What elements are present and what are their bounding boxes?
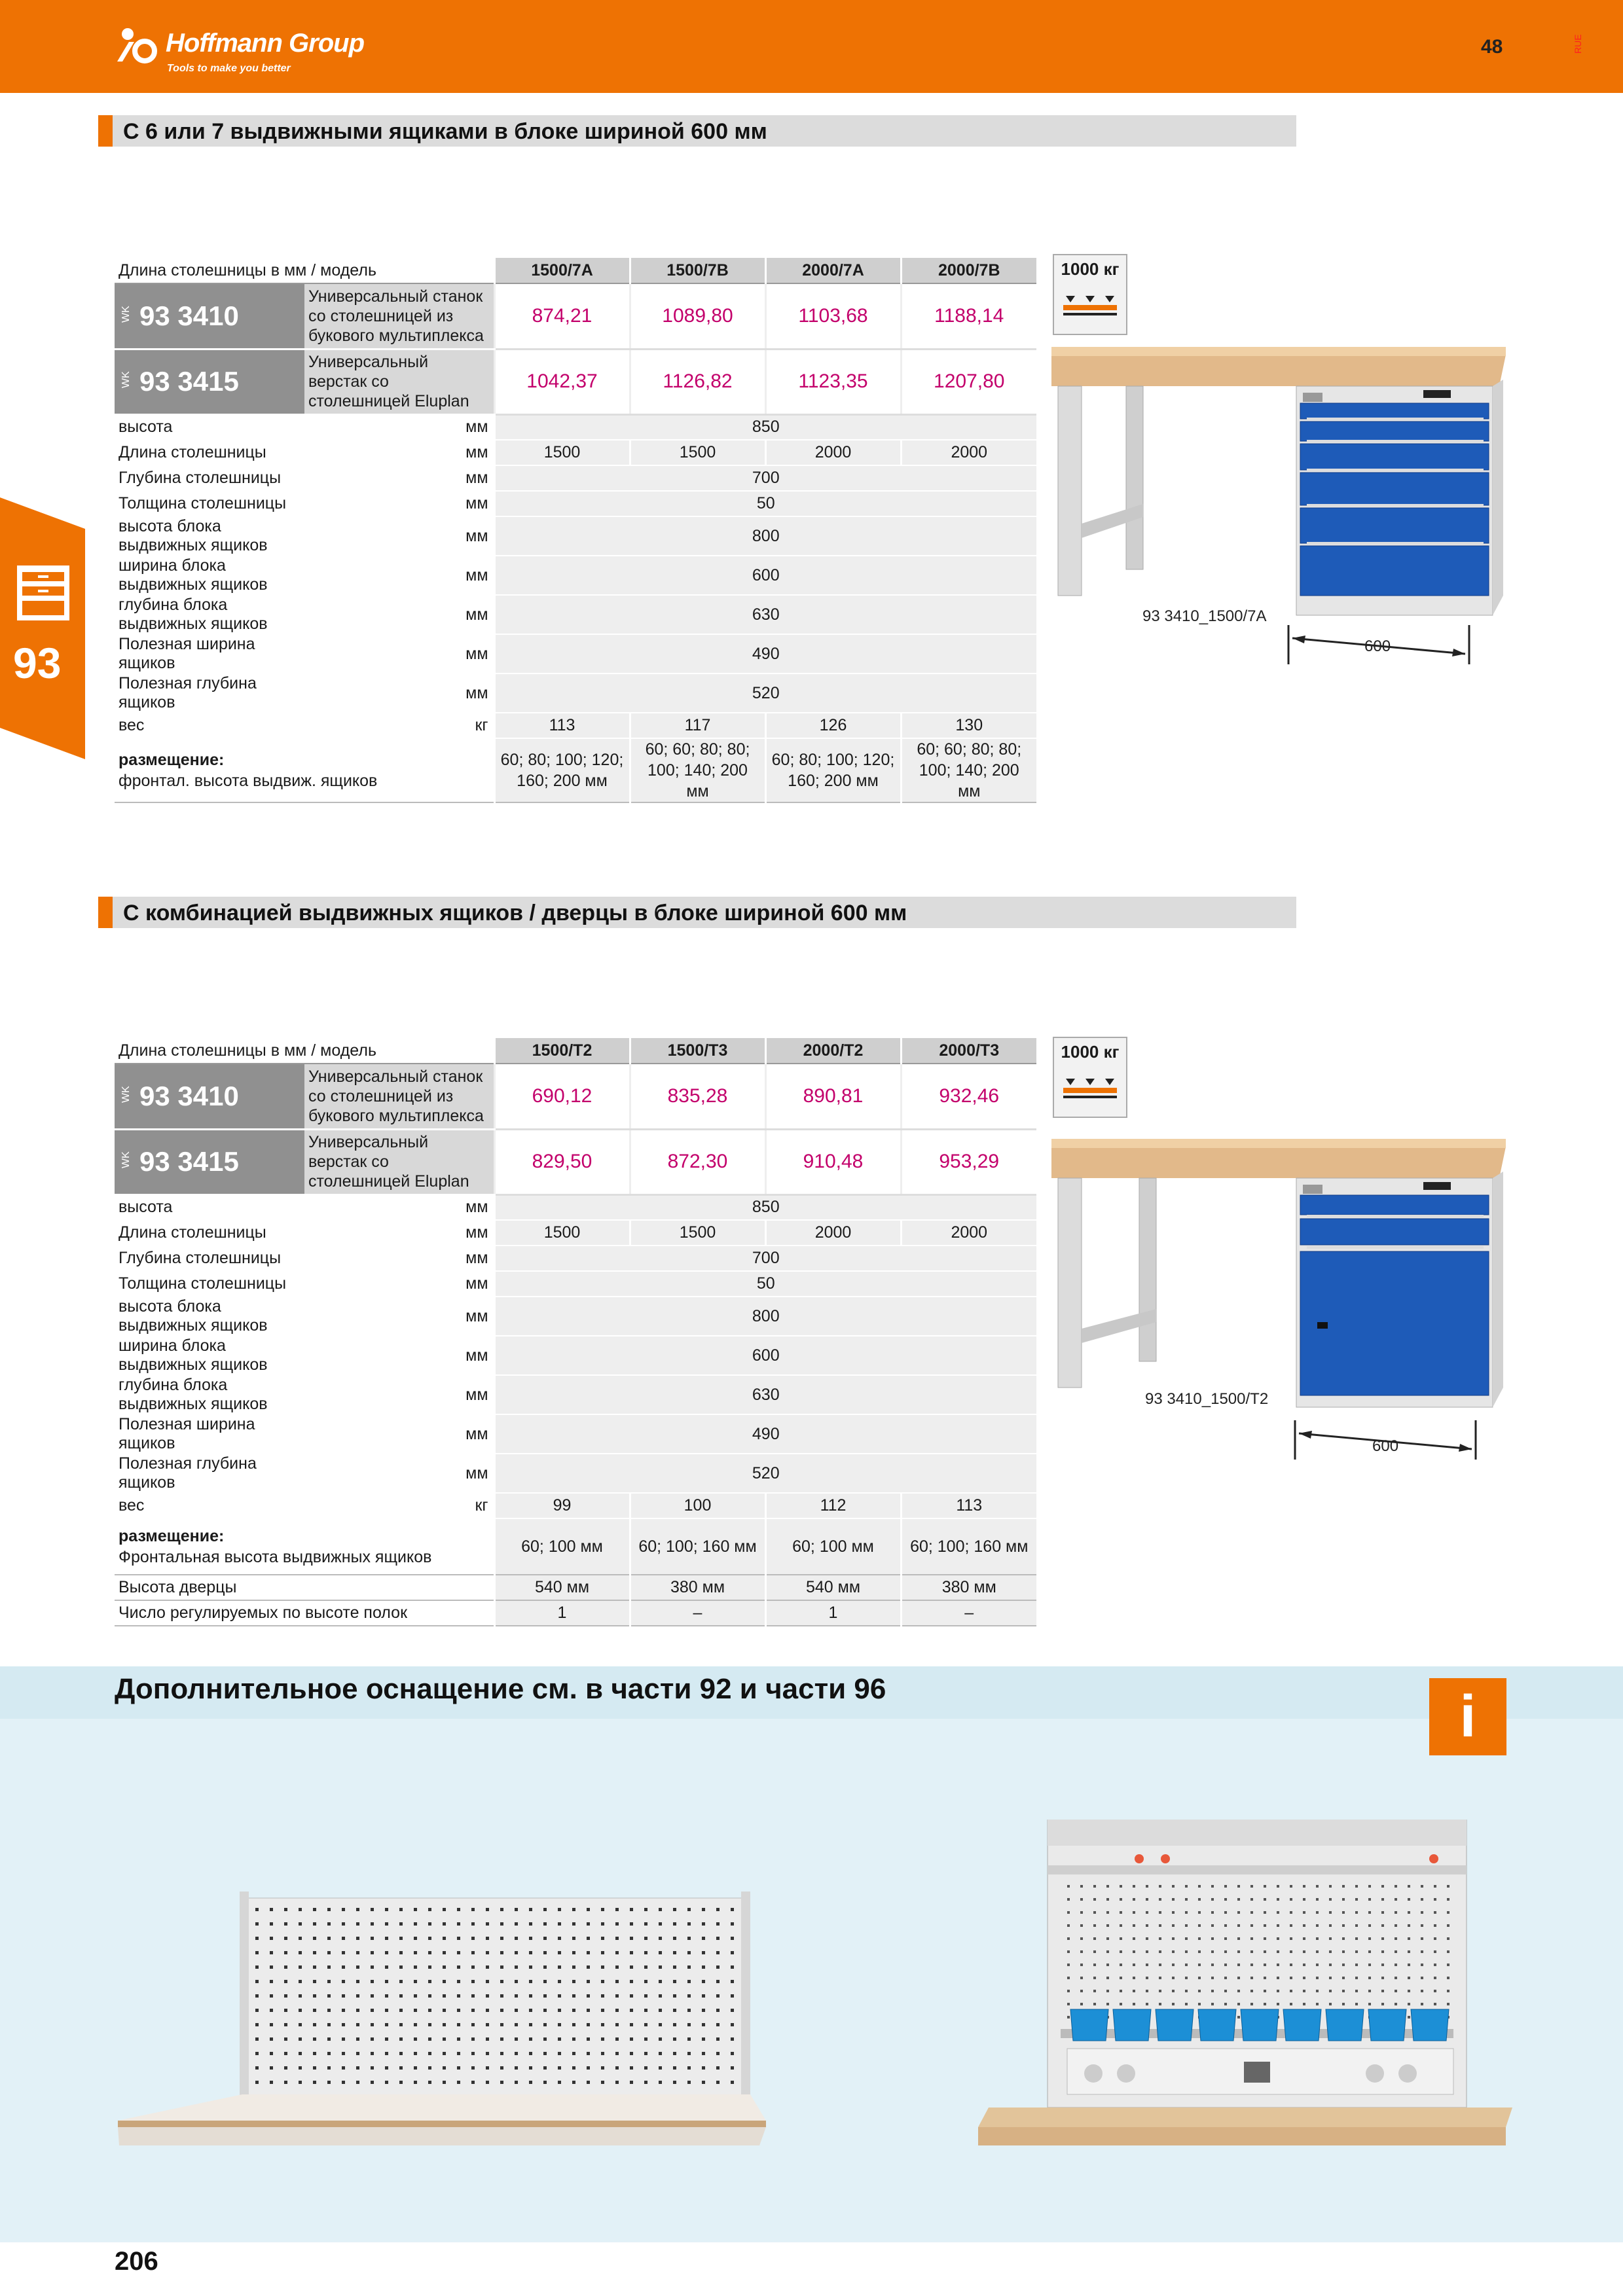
spec-value: 380 мм [901, 1575, 1036, 1600]
workstation-panel-image [976, 1820, 1519, 2160]
section-heading-2 [98, 897, 1296, 928]
spec-table-1 [115, 258, 1036, 803]
accessories-title: Дополнительное оснащение см. в части 92 и части 96 [115, 1673, 886, 1705]
image-caption: 93 3410_1500/T2 [1145, 1390, 1269, 1408]
layout-value: 60; 100 мм [494, 1518, 630, 1575]
spec-unit: мм [304, 1194, 494, 1220]
spec-unit: мм [304, 516, 494, 556]
spec-row [115, 1336, 1036, 1375]
spec-label: вес [115, 713, 304, 738]
brand-logo [115, 18, 390, 77]
article-number: 93 3410 [139, 1080, 239, 1111]
table-head-label: Длина столешницы в мм / модель [115, 1038, 494, 1064]
spec-row [115, 713, 1036, 738]
spec-unit: мм [304, 440, 494, 465]
spec-label: высота [115, 414, 304, 440]
table-head-label: Длина столешницы в мм / модель [115, 258, 494, 283]
price-cell: 932,46 [901, 1064, 1036, 1129]
spec-value: 50 [494, 491, 1036, 516]
chapter-number: 93 [13, 639, 62, 687]
wk-label: WK [120, 371, 132, 388]
spec-value: 540 мм [494, 1575, 630, 1600]
spec-row [115, 465, 1036, 491]
article-code-cell [115, 349, 304, 414]
spec-unit: мм [304, 491, 494, 516]
product-description: Универсальный верстак со столешницей Eluplan [304, 349, 494, 414]
product-description: Универсальный станок со столешницей из букового мультиплекса [304, 283, 494, 349]
spec-value: 2000 [901, 440, 1036, 465]
product-row [115, 349, 1036, 414]
spec-row [115, 1220, 1036, 1246]
spec-unit: мм [304, 1220, 494, 1246]
spec-row [115, 673, 1036, 713]
spec-unit: мм [304, 1271, 494, 1297]
wk-label: WK [120, 1085, 132, 1103]
model-column-header: 1500/7B [630, 258, 765, 283]
layout-value: 60; 60; 80; 80; 100; 140; 200 мм [901, 738, 1036, 802]
spec-value: 117 [630, 713, 765, 738]
price-cell: 1126,82 [630, 349, 765, 414]
load-capacity-text: 1000 кг [1061, 1042, 1120, 1062]
price-cell: 1207,80 [901, 349, 1036, 414]
model-column-header: 1500/7A [494, 258, 630, 283]
spec-value: 1500 [630, 440, 765, 465]
spec-table-2 [115, 1038, 1036, 1626]
product-description: Универсальный станок со столешницей из букового мультиплекса [304, 1064, 494, 1129]
model-column-header: 2000/7B [901, 258, 1036, 283]
spec-label: Длина столешницы [115, 1220, 304, 1246]
spec-value: 126 [765, 713, 901, 738]
brand-name: Hoffmann Group [166, 29, 365, 58]
spec-row [115, 414, 1036, 440]
spec-value: 1500 [494, 1220, 630, 1246]
article-number: 93 3415 [139, 366, 239, 397]
wk-label: WK [120, 305, 132, 323]
chapter-tab [0, 497, 85, 759]
spec-label: высота блока выдвижных ящиков [115, 1297, 304, 1336]
layout-value: 60; 60; 80; 80; 100; 140; 200 мм [630, 738, 765, 802]
spec-unit: мм [304, 1454, 494, 1493]
spec-value: 99 [494, 1493, 630, 1518]
spec-value: 100 [630, 1493, 765, 1518]
spec-value: 850 [494, 414, 1036, 440]
spec-value: 2000 [765, 440, 901, 465]
perforated-panel-image [111, 1878, 766, 2153]
spec-label: Глубина столешницы [115, 465, 304, 491]
spec-value: 2000 [765, 1220, 901, 1246]
spec-label: Длина столешницы [115, 440, 304, 465]
layout-label [115, 738, 494, 802]
spec-value: 490 [494, 1414, 1036, 1454]
spec-label: Полезная ширина ящиков [115, 634, 304, 673]
spec-value: 520 [494, 673, 1036, 713]
layout-value: 60; 80; 100; 120; 160; 200 мм [494, 738, 630, 802]
spec-value: 600 [494, 1336, 1036, 1375]
spec-row [115, 440, 1036, 465]
spec-unit: кг [304, 713, 494, 738]
layout-label-text: Фронтальная высота выдвижных ящиков [119, 1548, 432, 1566]
layout-label-title: размещение: [119, 751, 225, 769]
spec-row [115, 595, 1036, 634]
spec-row [115, 1297, 1036, 1336]
spec-value: 1 [765, 1600, 901, 1626]
price-cell: 1042,37 [494, 349, 630, 414]
catalog-page-number: 48 [1481, 36, 1503, 58]
price-cell: 890,81 [765, 1064, 901, 1129]
model-column-header: 1500/T3 [630, 1038, 765, 1064]
layout-value: 60; 100; 160 мм [901, 1518, 1036, 1575]
load-capacity-text: 1000 кг [1061, 259, 1120, 279]
layout-row [115, 738, 1036, 802]
price-cell: 829,50 [494, 1129, 630, 1194]
section-title: С 6 или 7 выдвижными ящиками в блоке шириной 600 мм [123, 119, 767, 144]
spec-label: глубина блока выдвижных ящиков [115, 595, 304, 634]
spec-label: Число регулируемых по высоте полок [115, 1600, 494, 1626]
load-capacity-badge [1053, 1037, 1127, 1118]
spec-label: Толщина столешницы [115, 1271, 304, 1297]
spec-unit: мм [304, 1336, 494, 1375]
spec-value: 1500 [494, 440, 630, 465]
spec-unit: мм [304, 1414, 494, 1454]
width-dimension: 600 [1372, 1437, 1399, 1455]
spec-row [115, 516, 1036, 556]
spec-value: 850 [494, 1194, 1036, 1220]
product-row [115, 283, 1036, 349]
price-cell: 690,12 [494, 1064, 630, 1129]
spec-value: 113 [901, 1493, 1036, 1518]
spec-value: 800 [494, 1297, 1036, 1336]
spec-row [115, 491, 1036, 516]
spec-row [115, 1575, 1036, 1600]
spec-value: 600 [494, 556, 1036, 595]
image-caption: 93 3410_1500/7A [1142, 607, 1267, 625]
spec-value: 540 мм [765, 1575, 901, 1600]
model-column-header: 2000/T2 [765, 1038, 901, 1064]
spec-unit: мм [304, 414, 494, 440]
price-cell: 953,29 [901, 1129, 1036, 1194]
spec-unit: мм [304, 556, 494, 595]
article-code-cell [115, 1129, 304, 1194]
spec-value: – [630, 1600, 765, 1626]
drawer-cabinet-icon [14, 563, 72, 623]
language-code: RUE [1573, 34, 1583, 54]
model-column-header: 2000/T3 [901, 1038, 1036, 1064]
spec-value: 1500 [630, 1220, 765, 1246]
spec-value: 113 [494, 713, 630, 738]
spec-value: 380 мм [630, 1575, 765, 1600]
spec-row [115, 1271, 1036, 1297]
spec-value: – [901, 1600, 1036, 1626]
spec-value: 800 [494, 516, 1036, 556]
spec-value: 2000 [901, 1220, 1036, 1246]
article-code-cell [115, 1064, 304, 1129]
spec-label: ширина блока выдвижных ящиков [115, 556, 304, 595]
spec-value: 112 [765, 1493, 901, 1518]
spec-label: ширина блока выдвижных ящиков [115, 1336, 304, 1375]
article-number: 93 3415 [139, 1146, 239, 1177]
section-title: С комбинацией выдвижных ящиков / дверцы в блоке шириной 600 мм [123, 901, 907, 925]
price-cell: 1123,35 [765, 349, 901, 414]
spec-label: высота [115, 1194, 304, 1220]
hoffmann-logo-icon [115, 25, 162, 64]
spec-row [115, 1246, 1036, 1271]
spec-label: Полезная ширина ящиков [115, 1414, 304, 1454]
spec-label: Полезная глубина ящиков [115, 1454, 304, 1493]
spec-unit: мм [304, 634, 494, 673]
price-cell: 1188,14 [901, 283, 1036, 349]
price-cell: 1103,68 [765, 283, 901, 349]
spec-label: вес [115, 1493, 304, 1518]
load-arrows-icon [1062, 1073, 1118, 1106]
workbench-t2-image [1048, 1139, 1519, 1433]
section-heading-1 [98, 115, 1296, 147]
price-cell: 835,28 [630, 1064, 765, 1129]
layout-label-title: размещение: [119, 1527, 225, 1545]
spec-unit: мм [304, 673, 494, 713]
layout-label [115, 1518, 494, 1575]
spec-value: 490 [494, 634, 1036, 673]
spec-row [115, 1194, 1036, 1220]
info-icon: i [1429, 1678, 1506, 1755]
spec-label: Толщина столешницы [115, 491, 304, 516]
width-dimension: 600 [1364, 637, 1391, 655]
spec-unit: мм [304, 595, 494, 634]
spec-unit: мм [304, 465, 494, 491]
price-cell: 910,48 [765, 1129, 901, 1194]
layout-value: 60; 80; 100; 120; 160; 200 мм [765, 738, 901, 802]
spec-row [115, 556, 1036, 595]
spec-unit: кг [304, 1493, 494, 1518]
layout-value: 60; 100; 160 мм [630, 1518, 765, 1575]
article-number: 93 3410 [139, 300, 239, 331]
model-column-header: 1500/T2 [494, 1038, 630, 1064]
spec-unit: мм [304, 1375, 494, 1414]
price-cell: 872,30 [630, 1129, 765, 1194]
spec-value: 700 [494, 1246, 1036, 1271]
wk-label: WK [120, 1151, 132, 1168]
spec-row [115, 1600, 1036, 1626]
spec-label: глубина блока выдвижных ящиков [115, 1375, 304, 1414]
load-capacity-badge [1053, 254, 1127, 335]
spec-label: высота блока выдвижных ящиков [115, 516, 304, 556]
spec-row [115, 1454, 1036, 1493]
spec-unit: мм [304, 1297, 494, 1336]
spec-label: Высота дверцы [115, 1575, 494, 1600]
model-column-header: 2000/7A [765, 258, 901, 283]
spec-value: 1 [494, 1600, 630, 1626]
load-arrows-icon [1062, 291, 1118, 323]
spec-value: 50 [494, 1271, 1036, 1297]
spec-row [115, 1493, 1036, 1518]
spec-label: Полезная глубина ящиков [115, 673, 304, 713]
product-row [115, 1129, 1036, 1194]
product-row [115, 1064, 1036, 1129]
layout-row [115, 1518, 1036, 1575]
layout-label-text: фронтал. высота выдвиж. ящиков [119, 772, 378, 790]
spec-label: Глубина столешницы [115, 1246, 304, 1271]
spec-row [115, 1414, 1036, 1454]
spec-row [115, 634, 1036, 673]
spec-value: 630 [494, 595, 1036, 634]
spec-value: 630 [494, 1375, 1036, 1414]
spec-value: 520 [494, 1454, 1036, 1493]
article-code-cell [115, 283, 304, 349]
spec-row [115, 1375, 1036, 1414]
layout-value: 60; 100 мм [765, 1518, 901, 1575]
product-description: Универсальный верстак со столешницей Eluplan [304, 1129, 494, 1194]
price-cell: 1089,80 [630, 283, 765, 349]
brand-tagline: Tools to make you better [167, 63, 291, 74]
spec-value: 130 [901, 713, 1036, 738]
page-number: 206 [115, 2247, 158, 2276]
price-cell: 874,21 [494, 283, 630, 349]
spec-value: 700 [494, 465, 1036, 491]
spec-unit: мм [304, 1246, 494, 1271]
